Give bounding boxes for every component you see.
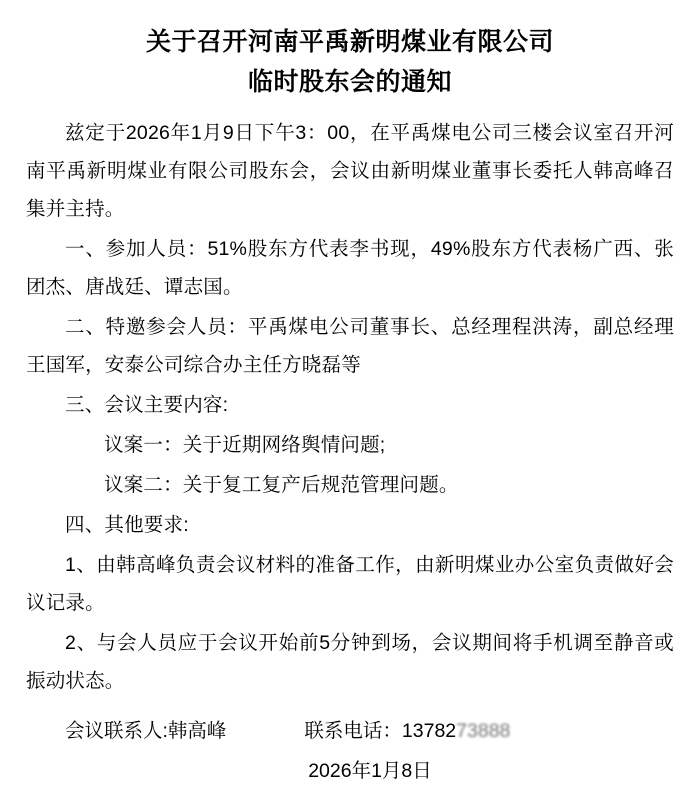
- document-date: 2026年1月8日: [308, 760, 432, 782]
- paragraph-meeting-contents-heading: 三、会议主要内容:: [65, 394, 229, 416]
- contact-phone: [304, 712, 510, 750]
- agenda-item-2: 议案二：关于复工复产后规范管理问题。: [104, 474, 459, 496]
- paragraph-intro: 兹定于2026年1月9日下午3：00，在平禹煤电公司三楼会议室召开河南平禹新明煤业有限公司股东会，会议由新明煤业董事长委托人韩高峰召集并主持。: [26, 122, 674, 220]
- title-line-2: 临时股东会的通知: [247, 68, 452, 96]
- paragraph-invited-guests: 二、特邀参会人员：平禹煤电公司董事长、总经理程洪涛，副总经理王国军，安泰公司综合办主任方晓磊等: [26, 316, 674, 376]
- contact-row: [26, 712, 674, 750]
- document-title: [26, 22, 674, 102]
- section-four-title: 四、其他要求:: [65, 514, 189, 536]
- paragraph-attendees: 一、参加人员：51%股东方代表李书现，49%股东方代表杨广西、张团杰、唐战廷、谭志国。: [26, 238, 674, 298]
- requirement-item-1: 1、由韩高峰负责会议材料的准备工作，由新明煤业办公室负责做好会议记录。: [26, 554, 674, 614]
- contact-phone-blurred-digits: 73888: [456, 720, 511, 742]
- title-line-1: 关于召开河南平禹新明煤业有限公司: [145, 28, 554, 56]
- contact-person: 会议联系人:韩高峰: [65, 720, 227, 742]
- requirement-item-2: 2、与会人员应于会议开始前5分钟到场，会议期间将手机调至静音或振动状态。: [26, 632, 674, 692]
- agenda-item-1: 议案一：关于近期网络舆情问题;: [104, 434, 386, 456]
- contact-phone-label: 联系电话：13782: [304, 720, 457, 742]
